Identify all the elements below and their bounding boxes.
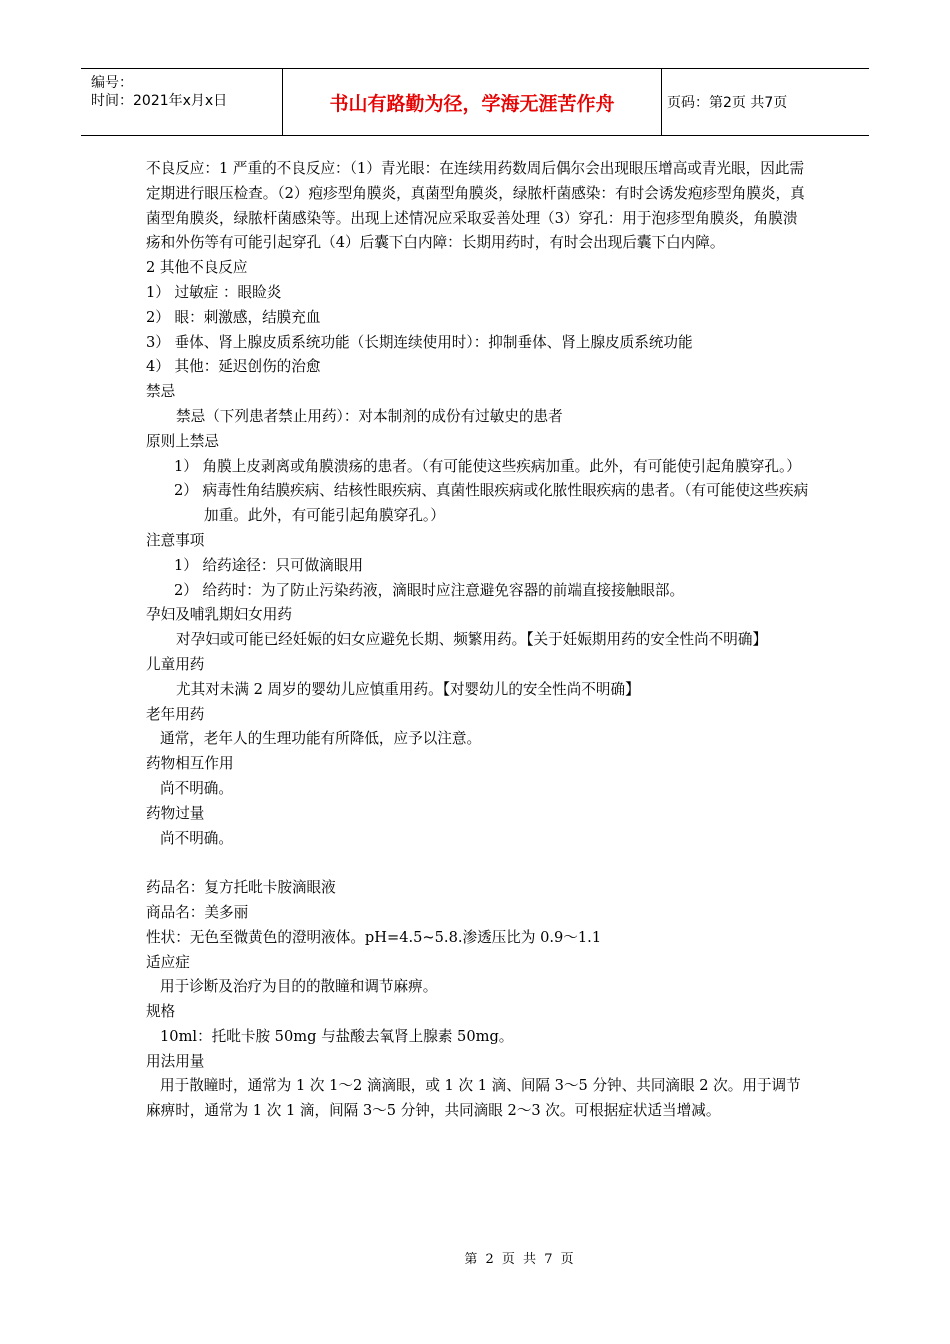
contraindication-title: 禁忌 [146, 383, 176, 401]
usage-title: 用法用量 [146, 1052, 205, 1070]
list-item: 3） 垂体、肾上腺皮质系统功能（长期连续使用时）：抑制垂体、肾上腺皮质系统功能 [146, 333, 693, 351]
spec-title: 规格 [146, 1003, 176, 1021]
document-body [146, 157, 811, 1124]
properties: 性状：无色至微黄色的澄明液体。pH=4.5~5.8.渗透压比为 0.9～1.1 [146, 928, 602, 946]
adverse-reactions-paragraph: 不良反应：1 严重的不良反应：（1）青光眼：在连续用药数周后偶尔会出现眼压增高或青光眼，因此需定期进行眼压检查。（2）疱疹型角膜炎，真菌型角膜炎，绿脓杆菌感染：有时会诱发疱疹型角膜炎，真菌型角膜炎，绿脓杆菌感染等。出现上述情况应采取妥善处理（3）穿孔：用于泡疹型角膜炎，角膜溃疡和外伤等有可能引起穿孔（4）后囊下白内障：长期用药时，有时会出现后囊下白内障。 [146, 160, 805, 252]
trade-name: 商品名：美多丽 [146, 903, 249, 921]
drug-name: 药品名：复方托吡卡胺滴眼液 [146, 879, 336, 897]
children-text: 尤其对未满 2 周岁的婴幼儿应慎重用药。【对婴幼儿的安全性尚不明确】 [176, 680, 640, 698]
interaction-title: 药物相互作用 [146, 755, 234, 773]
list-item: 1） 角膜上皮剥离或角膜溃疡的患者。（有可能使这些疾病加重。此外，有可能使引起角膜穿孔。） [174, 457, 801, 475]
indication-text: 用于诊断及治疗为目的的散瞳和调节麻痹。 [160, 978, 438, 996]
usage-text: 用于散瞳时，通常为 1 次 1～2 滴滴眼，或 1 次 1 滴、间隔 3～5 分钟、共同滴眼 2 次。用于调节麻痹时，通常为 1 次 1 滴，间隔 3～5 分钟，共同滴眼 2～3 次。可根据症状适当增减。 [146, 1077, 801, 1120]
header-left-cell [81, 69, 283, 135]
pregnancy-title: 孕妇及哺乳期妇女用药 [146, 606, 292, 624]
list-item: 1） 过敏症 ：眼睑炎 [146, 283, 282, 301]
overdose-title: 药物过量 [146, 804, 205, 822]
interaction-text: 尚不明确。 [160, 779, 233, 797]
header-page-label: 页码：第2页 共7页 [667, 95, 788, 111]
list-item: 2） 眼：刺激感，结膜充血 [146, 308, 321, 326]
page-header [81, 68, 869, 136]
elderly-text: 通常，老年人的生理功能有所降低，应予以注意。 [160, 730, 482, 748]
indication-title: 适应症 [146, 953, 190, 971]
list-item: 4） 其他：延迟创伤的治愈 [146, 358, 321, 376]
principle-contra-title: 原则上禁忌 [146, 432, 219, 450]
spec-text: 10ml：托吡卡胺 50mg 与盐酸去氧肾上腺素 50mg。 [160, 1027, 514, 1045]
time-label: 时间：2021年x月x日 [91, 93, 228, 109]
overdose-text: 尚不明确。 [160, 829, 233, 847]
notes-title: 注意事项 [146, 531, 205, 549]
children-title: 儿童用药 [146, 655, 205, 673]
other-adverse-title: 2 其他不良反应 [146, 259, 248, 277]
list-item: 1） 给药途径：只可做滴眼用 [174, 556, 364, 574]
contraindication-text: 禁忌（下列患者禁止用药）：对本制剂的成份有过敏史的患者 [176, 407, 563, 425]
blank-line [146, 851, 811, 876]
elderly-title: 老年用药 [146, 705, 205, 723]
pregnancy-text: 对孕妇或可能已经妊娠的妇女应避免长期、频繁用药。【关于妊娠期用药的安全性尚不明确】 [176, 631, 768, 649]
list-item: 2） 病毒性角结膜疾病、结核性眼疾病、真菌性眼疾病或化脓性眼疾病的患者。（有可能使这些疾病加重。此外，有可能引起角膜穿孔。） [174, 482, 809, 525]
page-footer: 第 2 页 共 7 页 [464, 1252, 576, 1267]
list-item: 2） 给药时：为了防止污染药液，滴眼时应注意避免容器的前端直接接触眼部。 [174, 581, 685, 599]
number-label: 编号： [91, 75, 133, 91]
header-slogan: 书山有路勤为径，学海无涯苦作舟 [283, 69, 662, 135]
